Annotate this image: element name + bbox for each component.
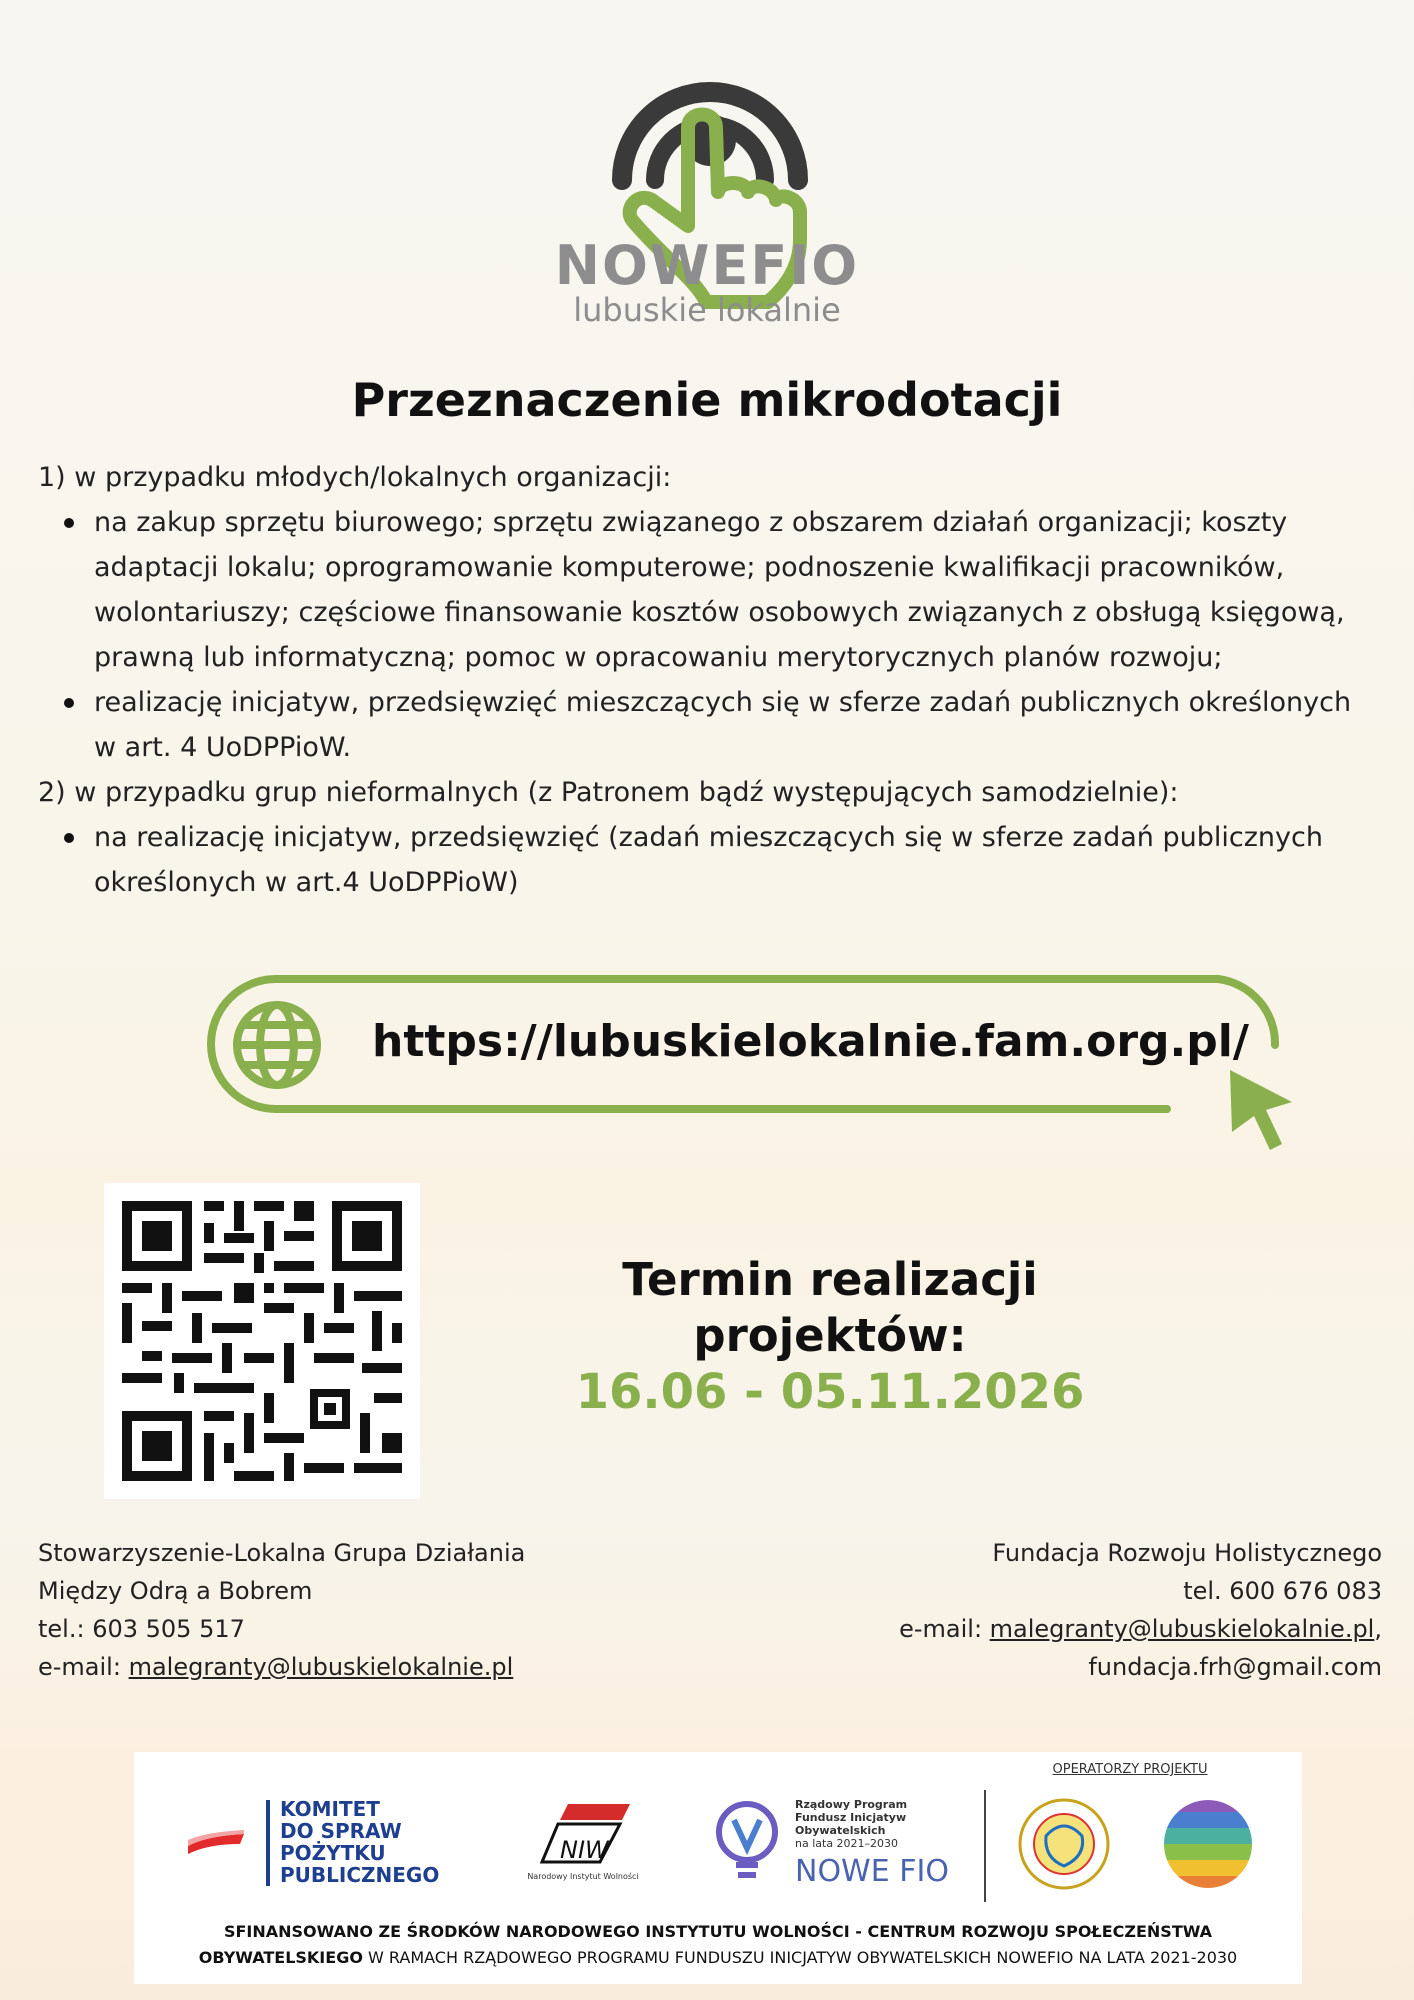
globe-icon: [237, 1005, 317, 1085]
cursor-arrow-icon: [1226, 1066, 1296, 1154]
komitet-line: DO SPRAW: [280, 1819, 402, 1843]
phone: tel. 600 676 083: [1183, 1577, 1382, 1605]
funding-bold: OBYWATELSKIEGO: [198, 1948, 363, 1967]
email-label: e-mail:: [899, 1615, 990, 1643]
logo-subtitle: lubuskie lokalnie: [573, 291, 841, 329]
term-title: Termin realizacji projektów:: [622, 1253, 1038, 1362]
nowe-fio-logo-text: NOWE FIO: [795, 1854, 949, 1889]
lgd-seal-icon: [1016, 1796, 1112, 1892]
komitet-logo-text: [280, 1798, 480, 1886]
fio-program-text: [795, 1798, 935, 1850]
email-separator: ,: [1374, 1615, 1382, 1643]
svg-text:NIW: NIW: [560, 1836, 609, 1864]
email-link[interactable]: malegranty@lubuskielokalnie.pl: [989, 1615, 1375, 1643]
bullet-list: [38, 500, 1378, 770]
operators-label: OPERATORZY PROJEKTU: [1052, 1762, 1208, 1777]
bullet-list: [38, 815, 1378, 905]
email-label: e-mail:: [38, 1653, 129, 1681]
fio-line: Fundusz Inicjatyw: [795, 1811, 907, 1824]
niw-caption: Narodowy Instytut Wolności: [527, 1872, 639, 1881]
term-dates: 16.06 - 05.11.2026: [575, 1364, 1085, 1420]
email-link[interactable]: malegranty@lubuskielokalnie.pl: [128, 1653, 514, 1681]
page-title: Przeznaczenie mikrodotacji: [351, 373, 1063, 427]
poland-flag-icon: [186, 1830, 246, 1860]
email-row: [740, 1610, 1382, 1648]
funding-statement-cont: [134, 1946, 1302, 1970]
section-title: 2) w przypadku grup nieformalnych (z Patronem bądź występujących samodzielnie):: [38, 777, 1179, 808]
list-item: realizację inicjatyw, przedsięwzięć mieszczących się w sferze zadań publicznych określonych w art. 4 UoDPPioW.: [94, 680, 1378, 770]
komitet-line: KOMITET: [280, 1797, 380, 1821]
fio-line: Rządowy Program: [795, 1798, 908, 1811]
footer-divider: [984, 1790, 986, 1902]
email-secondary[interactable]: fundacja.frh@gmail.com: [1088, 1653, 1382, 1681]
phone: tel.: 603 505 517: [38, 1615, 245, 1643]
fio-line: na lata 2021–2030: [795, 1837, 899, 1850]
komitet-line: POŻYTKU: [280, 1841, 386, 1865]
lightbulb-icon: [712, 1800, 782, 1886]
fio-line: Obywatelskich: [795, 1824, 886, 1837]
niw-logo-icon: [538, 1800, 634, 1866]
org-name: Stowarzyszenie-Lokalna Grupa Działania: [38, 1539, 526, 1567]
komitet-line: PUBLICZNEGO: [280, 1863, 440, 1887]
funding-rest: W RAMACH RZĄDOWEGO PROGRAMU FUNDUSZU INICJATYW OBYWATELSKICH NOWEFIO NA LATA 2021-2030: [362, 1948, 1238, 1967]
section-title: 1) w przypadku młodych/lokalnych organizacji:: [38, 462, 672, 493]
list-item: na zakup sprzętu biurowego; sprzętu związanego z obszarem działań organizacji; koszty adaptacji lokalu; oprogramowanie komputerowe; podnoszenie kwalifikacji pracowników, wolontariuszy; częściowe finansowanie kosztów osobowych związanych z obsługą księgową, prawną lub informatyczną; pomoc w opracowaniu merytorycznych planów rozwoju;: [94, 500, 1378, 680]
contact-left: [38, 1534, 658, 1686]
org-name-cont: Między Odrą a Bobrem: [38, 1577, 313, 1605]
org-name: Fundacja Rozwoju Holistycznego: [992, 1539, 1382, 1567]
website-link[interactable]: https://lubuskielokalnie.fam.org.pl/: [372, 1016, 1249, 1067]
frh-seal-icon: [1160, 1796, 1256, 1892]
list-item: na realizację inicjatyw, przedsięwzięć (zadań mieszczących się w sferze zadań publicznych określonych w art.4 UoDPPioW): [94, 815, 1378, 905]
logo-wordmark: NOWEFIO: [554, 234, 860, 297]
qr-code[interactable]: [104, 1183, 420, 1499]
komitet-bar: [266, 1800, 270, 1886]
funding-statement: SFINANSOWANO ZE ŚRODKÓW NARODOWEGO INSTYTUTU WOLNOŚCI - CENTRUM ROZWOJU SPOŁECZEŃSTWA: [223, 1922, 1213, 1941]
purpose-list: [38, 455, 1378, 905]
contact-right: [740, 1534, 1382, 1686]
email-row: [38, 1648, 658, 1686]
